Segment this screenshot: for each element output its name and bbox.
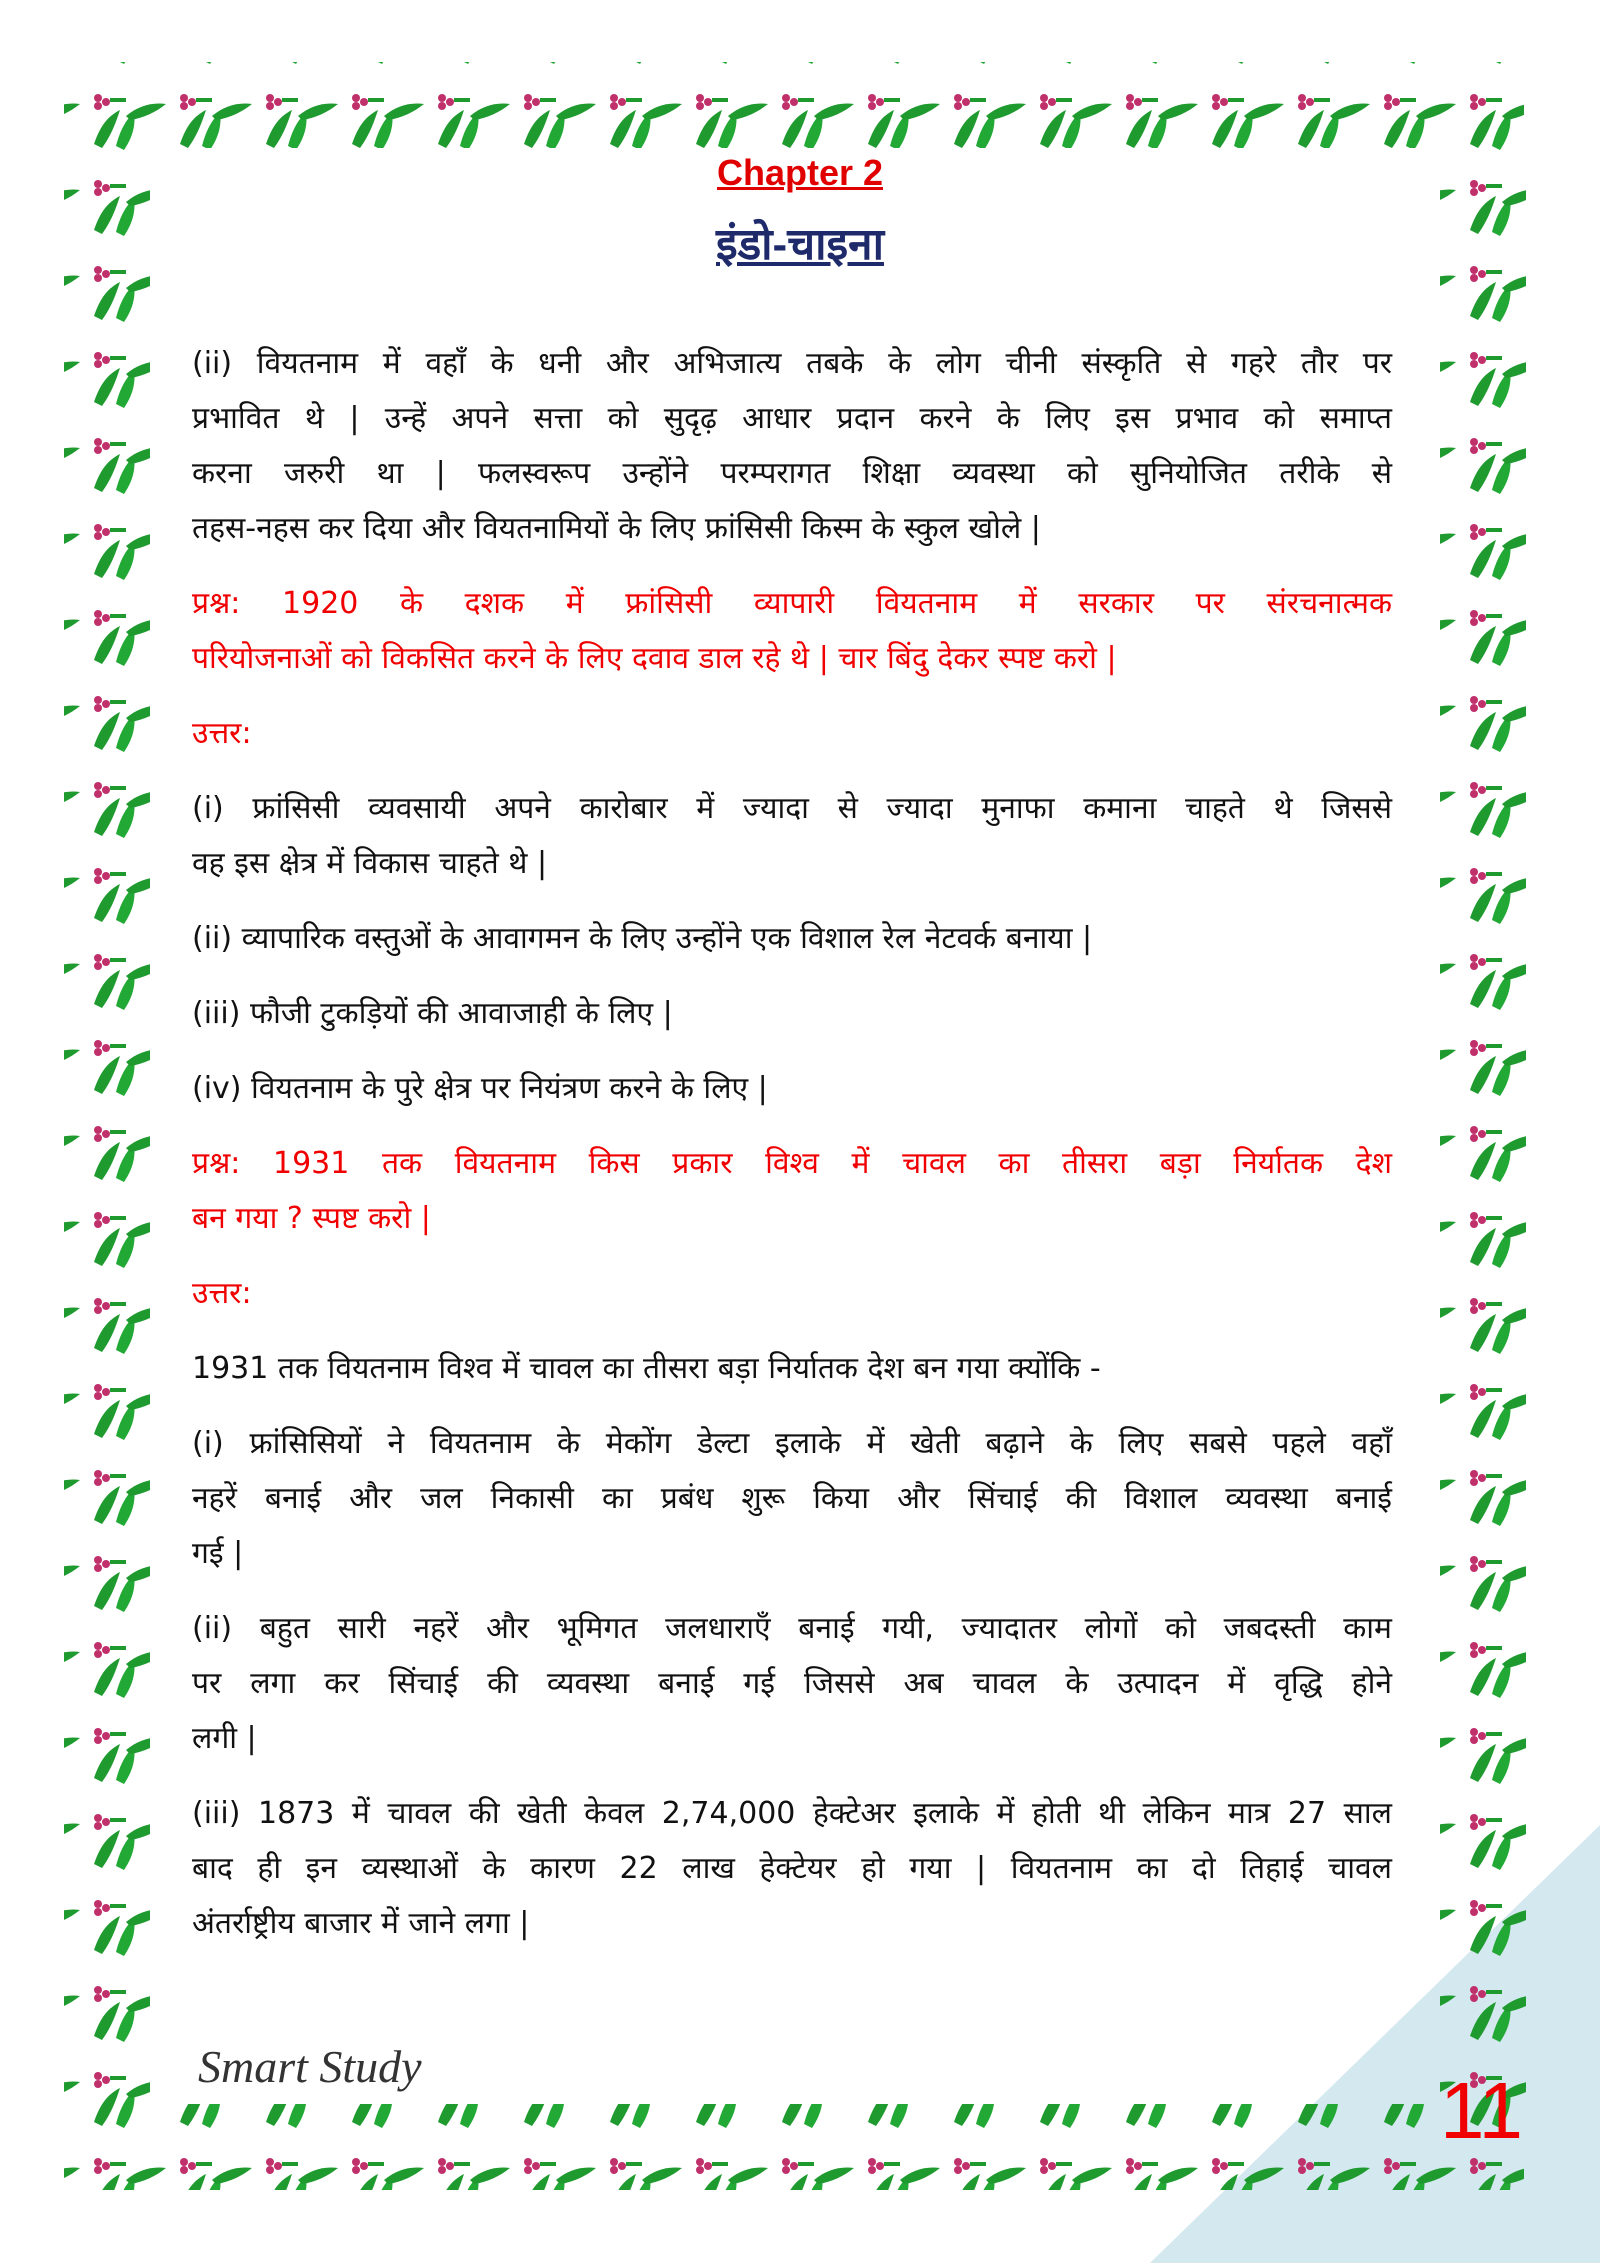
- text-line: (ii) व्यापारिक वस्तुओं के आवागमन के लिए उन्होंने एक विशाल रेल नेटवर्क बनाया |: [192, 921, 1093, 956]
- document-body: [192, 336, 1392, 1971]
- text-line: नहरें बनाई और जल निकासी का प्रबंध शुरू किया और सिंचाई की विशाल व्यवस्था बनाई: [192, 1481, 1392, 1516]
- text-block: [192, 1601, 1392, 1766]
- question-block: [192, 576, 1392, 686]
- text-block: [192, 986, 1392, 1041]
- text-line: लगी |: [192, 1721, 257, 1756]
- text-line: बाद ही इन व्यस्थाओं के कारण 22 लाख हेक्टेयर हो गया | वियतनाम का दो तिहाई चावल: [192, 1851, 1392, 1886]
- smart-study-logo: Smart Study: [198, 2041, 422, 2092]
- text-line: अंतर्राष्ट्रीय बाजार में जाने लगा |: [192, 1906, 530, 1941]
- text-block: [192, 781, 1392, 891]
- text-line: पर लगा कर सिंचाई की व्यवस्था बनाई गई जिससे अब चावल के उत्पादन में वृद्धि होने: [192, 1666, 1392, 1701]
- text-line: प्रभावित थे | उन्हें अपने सत्ता को सुदृढ़ आधार प्रदान करने के लिए इस प्रभाव को समाप्त: [192, 401, 1392, 436]
- text-line: (ii) वियतनाम में वहाँ के धनी और अभिजात्य तबके के लोग चीनी संस्कृति से गहरे तौर पर: [192, 346, 1392, 381]
- text-line: तहस-नहस कर दिया और वियतनामियों के लिए फ्रांसिसी किस्म के स्कुल खोले |: [192, 511, 1041, 546]
- text-block: [192, 1061, 1392, 1116]
- question-block: [192, 1266, 1392, 1321]
- text-line: (iv) वियतनाम के पुरे क्षेत्र पर नियंत्रण करने के लिए |: [192, 1071, 768, 1106]
- text-line: (iii) फौजी टुकड़ियों की आवाजाही के लिए |: [192, 996, 673, 1031]
- text-line: (i) फ्रांसिसियों ने वियतनाम के मेकोंग डेल्टा इलाके में खेती बढ़ाने के लिए सबसे पहले वहाँ: [192, 1426, 1392, 1461]
- text-block: [192, 1416, 1392, 1581]
- page-number: 11: [1440, 2066, 1524, 2155]
- text-block: [192, 1786, 1392, 1951]
- text-line: प्रश्न: 1920 के दशक में फ्रांसिसी व्यापारी वियतनाम में सरकार पर संरचनात्मक: [192, 586, 1392, 621]
- text-block: [192, 336, 1392, 556]
- text-line: (ii) बहुत सारी नहरें और भूमिगत जलधाराएँ बनाई गयी, ज्यादातर लोगों को जबदस्ती काम: [192, 1611, 1392, 1646]
- text-line: उत्तर:: [192, 716, 252, 751]
- text-block: [192, 911, 1392, 966]
- question-block: [192, 1136, 1392, 1246]
- text-block: [192, 1341, 1392, 1396]
- text-line: वह इस क्षेत्र में विकास चाहते थे |: [192, 846, 548, 881]
- text-line: प्रश्न: 1931 तक वियतनाम किस प्रकार विश्व में चावल का तीसरा बड़ा निर्यातक देश: [192, 1146, 1392, 1181]
- text-line: गई |: [192, 1536, 244, 1571]
- question-block: [192, 706, 1392, 761]
- text-line: बन गया ? स्पष्ट करो |: [192, 1201, 431, 1236]
- chapter-label: Chapter 2: [716, 152, 884, 193]
- text-line: (i) फ्रांसिसी व्यवसायी अपने कारोबार में ज्यादा से ज्यादा मुनाफा कमाना चाहते थे जिससे: [192, 791, 1392, 826]
- text-line: उत्तर:: [192, 1276, 252, 1311]
- text-line: (iii) 1873 में चावल की खेती केवल 2,74,000 हेक्टेअर इलाके में होती थी लेकिन मात्र 27 साल: [192, 1796, 1392, 1831]
- text-line: परियोजनाओं को विकसित करने के लिए दवाव डाल रहे थे | चार बिंदु देकर स्पष्ट करो |: [192, 641, 1117, 676]
- text-line: 1931 तक वियतनाम विश्व में चावल का तीसरा बड़ा निर्यातक देश बन गया क्योंकि -: [192, 1351, 1101, 1386]
- page-title: इंडो-चाइना: [716, 220, 884, 269]
- text-line: करना जरुरी था | फलस्वरूप उन्होंने परम्परागत शिक्षा व्यवस्था को सुनियोजित तरीके से: [192, 456, 1392, 491]
